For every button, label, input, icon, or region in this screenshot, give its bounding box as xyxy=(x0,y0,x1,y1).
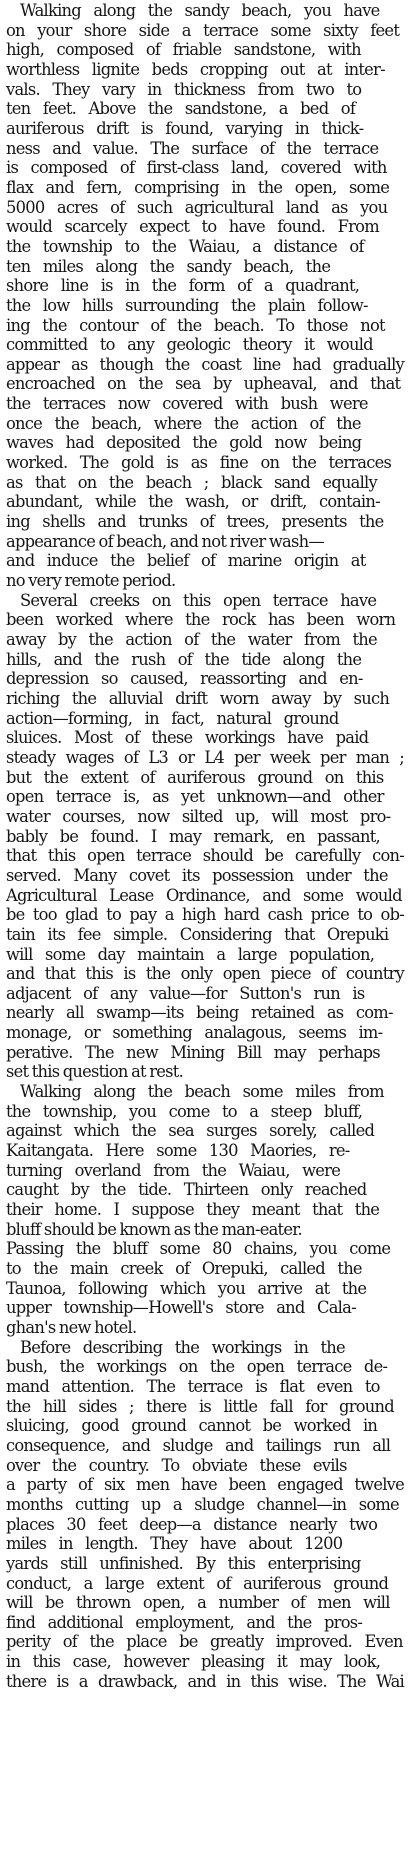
text-line: been worked where the rock has been worn xyxy=(6,610,396,630)
article-paragraph xyxy=(6,591,406,1082)
text-line: perative. The new Mining Bill may perhaps xyxy=(6,1042,380,1062)
newspaper-column xyxy=(6,1,406,1691)
text-line: the hill sides ; there is little fall for ground xyxy=(6,1396,394,1416)
text-line: auriferous drift is found, varying in thick- xyxy=(6,118,364,138)
text-line: sluicing, good ground cannot be worked in xyxy=(6,1416,378,1436)
text-line: depression so caused, reassorting and en- xyxy=(6,669,363,689)
text-line: Before describing the workings in the xyxy=(20,1337,345,1357)
text-line: there is a drawback, and in this wise. The Wai xyxy=(6,1671,404,1691)
article-paragraph xyxy=(6,1,406,591)
text-line: upper township—Howell's store and Cala- xyxy=(6,1298,356,1318)
text-line: find additional employment, and the pros- xyxy=(6,1612,363,1632)
text-line: will some day maintain a large population, xyxy=(6,944,375,964)
text-line: abundant, while the wash, or drift, contain- xyxy=(6,492,380,512)
text-line: in this case, however pleasing it may look, xyxy=(6,1652,381,1672)
text-line: over the country. To obviate these evils xyxy=(6,1455,347,1475)
text-line: caught by the tide. Thirteen only reached xyxy=(6,1180,367,1200)
text-line: nearly all swamp—its being retained as com- xyxy=(6,1003,393,1023)
text-line: vals. They vary in thickness from two to xyxy=(6,79,362,99)
text-line: the township, you come to a steep bluff, xyxy=(6,1101,363,1121)
text-line: ten feet. Above the sandstone, a bed of xyxy=(6,99,356,119)
text-line: appear as though the coast line had gradually xyxy=(6,354,404,374)
text-line: miles in length. They have about 1200 xyxy=(6,1534,343,1554)
text-line: encroached on the sea by upheaval, and that xyxy=(6,374,401,394)
text-line: but the extent of auriferous ground on this xyxy=(6,767,384,787)
text-line: once the beach, where the action of the xyxy=(6,413,361,433)
text-line: conduct, a large extent of auriferous ground xyxy=(6,1573,389,1593)
text-line: ing the contour of the beach. To those not xyxy=(6,315,385,335)
text-line: Walking along the sandy beach, you have xyxy=(20,1,380,20)
text-line: Walking along the beach some miles from xyxy=(20,1082,384,1102)
text-line: riching the alluvial drift worn away by such xyxy=(6,688,390,708)
text-line: shore line is in the form of a quadrant, xyxy=(6,276,360,296)
text-line: worthless lignite beds cropping out at inter- xyxy=(6,59,385,79)
text-line: Several creeks on this open terrace have xyxy=(20,590,377,610)
text-line: monage, or something analagous, seems im- xyxy=(6,1023,383,1043)
text-line: their home. I suppose they meant that the xyxy=(6,1200,380,1220)
text-line: the township to the Waiau, a distance of xyxy=(6,236,364,256)
text-line: Agricultural Lease Ordinance, and some would xyxy=(6,885,402,905)
text-line: against which the sea surges sorely, called xyxy=(6,1121,375,1141)
text-line: and induce the belief of marine origin at xyxy=(6,551,366,571)
text-line: ing shells and trunks of trees, presents the xyxy=(6,512,384,532)
text-line: Passing the bluff some 80 chains, you come xyxy=(6,1239,391,1259)
text-line: bluff should be known as the man-eater. xyxy=(6,1219,302,1239)
text-line: to the main creek of Orepuki, called the xyxy=(6,1259,362,1278)
text-line: the low hills surrounding the plain follow- xyxy=(6,295,368,315)
text-line: open terrace is, as yet unknown—and other xyxy=(6,787,384,807)
text-line: as that on the beach ; black sand equally xyxy=(6,472,377,492)
text-line: 5000 acres of such agricultural land as you xyxy=(6,197,388,217)
text-line: no very remote period. xyxy=(6,571,176,591)
text-line: a party of six men have been engaged twelve xyxy=(6,1475,404,1495)
text-line: is composed of first-class land, covered with xyxy=(6,158,387,178)
article-paragraph xyxy=(6,1338,406,1692)
text-line: served. Many covet its possession under the xyxy=(6,865,388,885)
text-line: high, composed of friable sandstone, with xyxy=(6,40,361,60)
text-line: would scarcely expect to have found. From xyxy=(6,217,379,237)
text-line: consequence, and sludge and tailings run all xyxy=(6,1435,391,1455)
text-line: ten miles along the sandy beach, the xyxy=(6,256,331,276)
text-line: Kaitangata. Here some 130 Maories, re- xyxy=(6,1141,350,1161)
text-line: sluices. Most of these workings have paid xyxy=(6,728,369,748)
text-line: will be thrown open, a number of men will xyxy=(6,1593,390,1613)
text-line: perity of the place be greatly improved. Even xyxy=(6,1632,403,1652)
article-paragraph xyxy=(6,1082,406,1338)
text-line: water courses, now silted up, will most pro- xyxy=(6,806,391,826)
text-line: turning overland from the Waiau, were xyxy=(6,1160,341,1180)
text-line: bush, the workings on the open terrace de- xyxy=(6,1357,388,1377)
text-line: hills, and the rush of the tide along the xyxy=(6,649,362,669)
text-line: waves had deposited the gold now being xyxy=(6,433,362,453)
text-line: bably be found. I may remark, en passant, xyxy=(6,826,380,846)
text-line: and that this is the only open piece of country xyxy=(6,964,404,984)
text-line: committed to any geologic theory it would xyxy=(6,335,373,355)
text-line: yards still unfinished. By this enterprising xyxy=(6,1553,361,1573)
text-line: set this question at rest. xyxy=(6,1062,184,1082)
text-line: Taunoa, following which you arrive at the xyxy=(6,1278,367,1298)
text-line: the terraces now covered with bush were xyxy=(6,394,368,414)
text-line: flax and fern, comprising in the open, some xyxy=(6,177,390,197)
text-line: be too glad to pay a high hard cash price to ob- xyxy=(6,905,404,925)
text-line: appearance of beach, and not river wash— xyxy=(6,531,324,551)
text-line: away by the action of the water from the xyxy=(6,630,377,649)
text-line: ness and value. The surface of the terrace xyxy=(6,138,379,158)
text-line: steady wages of L3 or L4 per week per man ; xyxy=(6,747,404,767)
text-line: tain its fee simple. Considering that Orepuki xyxy=(6,924,389,944)
text-line: months cutting up a sludge channel—in some xyxy=(6,1494,399,1514)
text-line: on your shore side a terrace some sixty feet xyxy=(6,20,400,40)
text-line: adjacent of any value—for Sutton's run is xyxy=(6,983,365,1003)
text-line: that this open terrace should be carefully con- xyxy=(6,846,404,866)
text-line: places 30 feet deep—a distance nearly two xyxy=(6,1514,378,1534)
text-line: ghan's new hotel. xyxy=(6,1317,137,1337)
text-line: action—forming, in fact, natural ground xyxy=(6,708,339,728)
text-line: mand attention. The terrace is flat even to xyxy=(6,1376,380,1396)
text-line: worked. The gold is as fine on the terraces xyxy=(6,453,392,473)
